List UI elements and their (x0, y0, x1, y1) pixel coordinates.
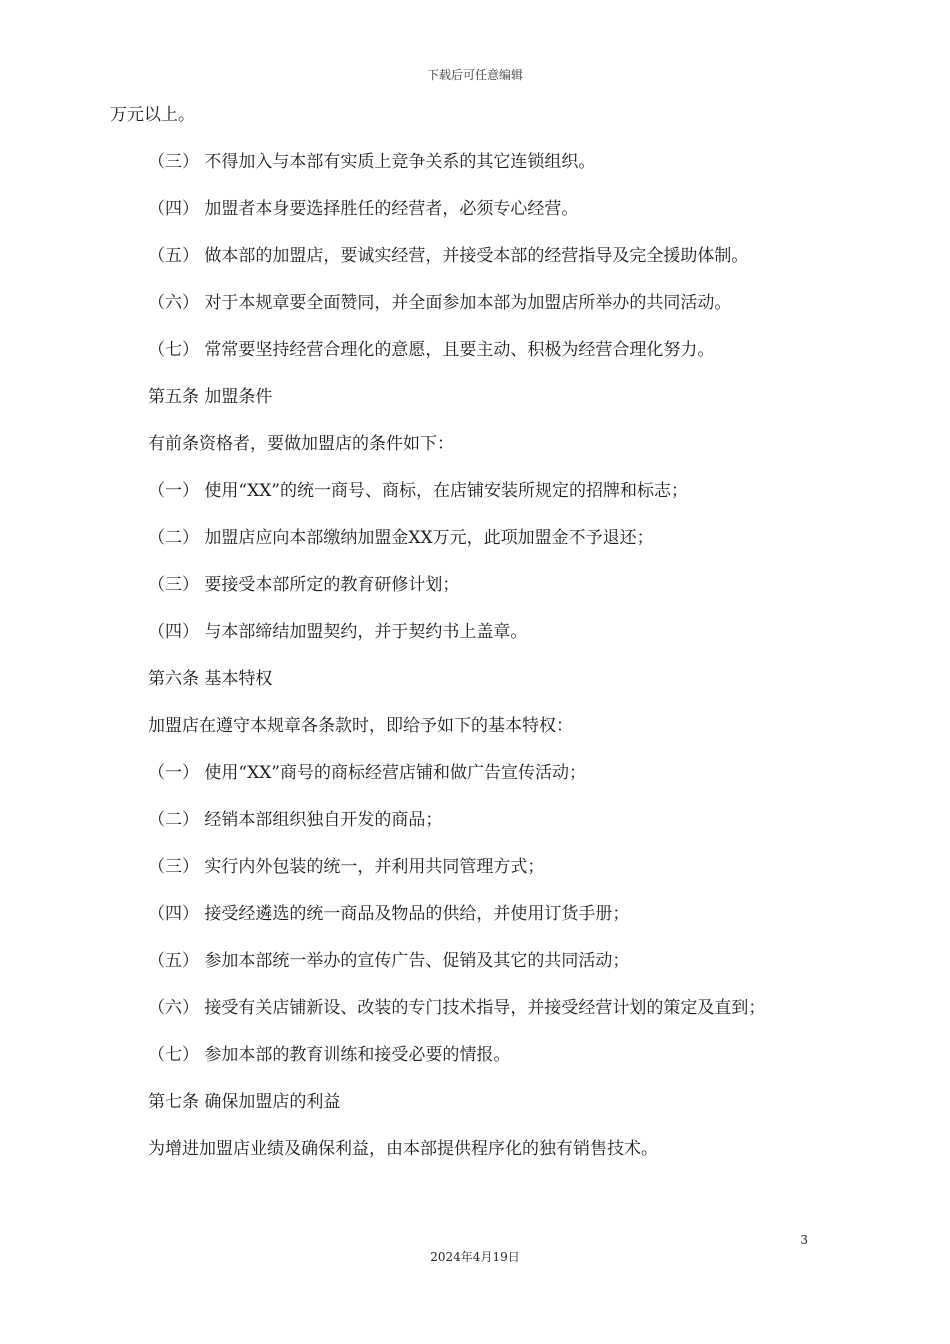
paragraph: 为增进加盟店业绩及确保利益，由本部提供程序化的独有销售技术。 (148, 1139, 658, 1159)
paragraph: （四） 与本部缔结加盟契约，并于契约书上盖章。 (148, 622, 528, 642)
paragraph: （四） 加盟者本身要选择胜任的经营者，必须专心经营。 (148, 199, 579, 219)
article-heading: 第七条 确保加盟店的利益 (148, 1092, 341, 1112)
page-header: 下载后可任意编辑 (426, 68, 523, 82)
paragraph: （三） 实行内外包装的统一，并利用共同管理方式； (148, 857, 545, 877)
document-body (110, 104, 810, 1185)
article-heading: 第六条 基本特权 (148, 669, 273, 689)
paragraph: （五） 参加本部统一举办的宣传广告、促销及其它的共同活动； (148, 951, 630, 971)
paragraph: （一） 使用“XX”商号的商标经营店铺和做广告宣传活动； (148, 763, 586, 783)
paragraph: （六） 对于本规章要全面赞同，并全面参加本部为加盟店所举办的共同活动。 (148, 293, 732, 313)
paragraph: 有前条资格者，要做加盟店的条件如下： (148, 434, 454, 454)
paragraph: （五） 做本部的加盟店，要诚实经营，并接受本部的经营指导及完全援助体制。 (148, 246, 749, 266)
paragraph: 加盟店在遵守本规章各条款时，即给予如下的基本特权： (148, 716, 573, 736)
paragraph: （七） 常常要坚持经营合理化的意愿，且要主动、积极为经营合理化努力。 (148, 340, 715, 360)
paragraph: （三） 要接受本部所定的教育研修计划； (148, 575, 460, 595)
paragraph: （三） 不得加入与本部有实质上竞争关系的其它连锁组织。 (148, 152, 596, 172)
paragraph: 万元以上。 (110, 105, 195, 125)
paragraph: （四） 接受经遴选的统一商品及物品的供给，并使用订货手册； (148, 904, 630, 924)
paragraph: （七） 参加本部的教育训练和接受必要的情报。 (148, 1045, 511, 1065)
paragraph: （二） 经销本部组织独自开发的商品； (148, 810, 443, 830)
page-number: 3 (800, 1233, 808, 1247)
paragraph: （二） 加盟店应向本部缴纳加盟金XX万元，此项加盟金不予退还； (148, 528, 654, 548)
article-heading: 第五条 加盟条件 (148, 387, 273, 407)
paragraph: （一） 使用“XX”的统一商号、商标，在店铺安装所规定的招牌和标志； (148, 481, 688, 501)
footer-date: 2024年4月19日 (430, 1250, 520, 1264)
paragraph: （六） 接受有关店铺新设、改装的专门技术指导，并接受经营计划的策定及直到； (148, 998, 766, 1018)
